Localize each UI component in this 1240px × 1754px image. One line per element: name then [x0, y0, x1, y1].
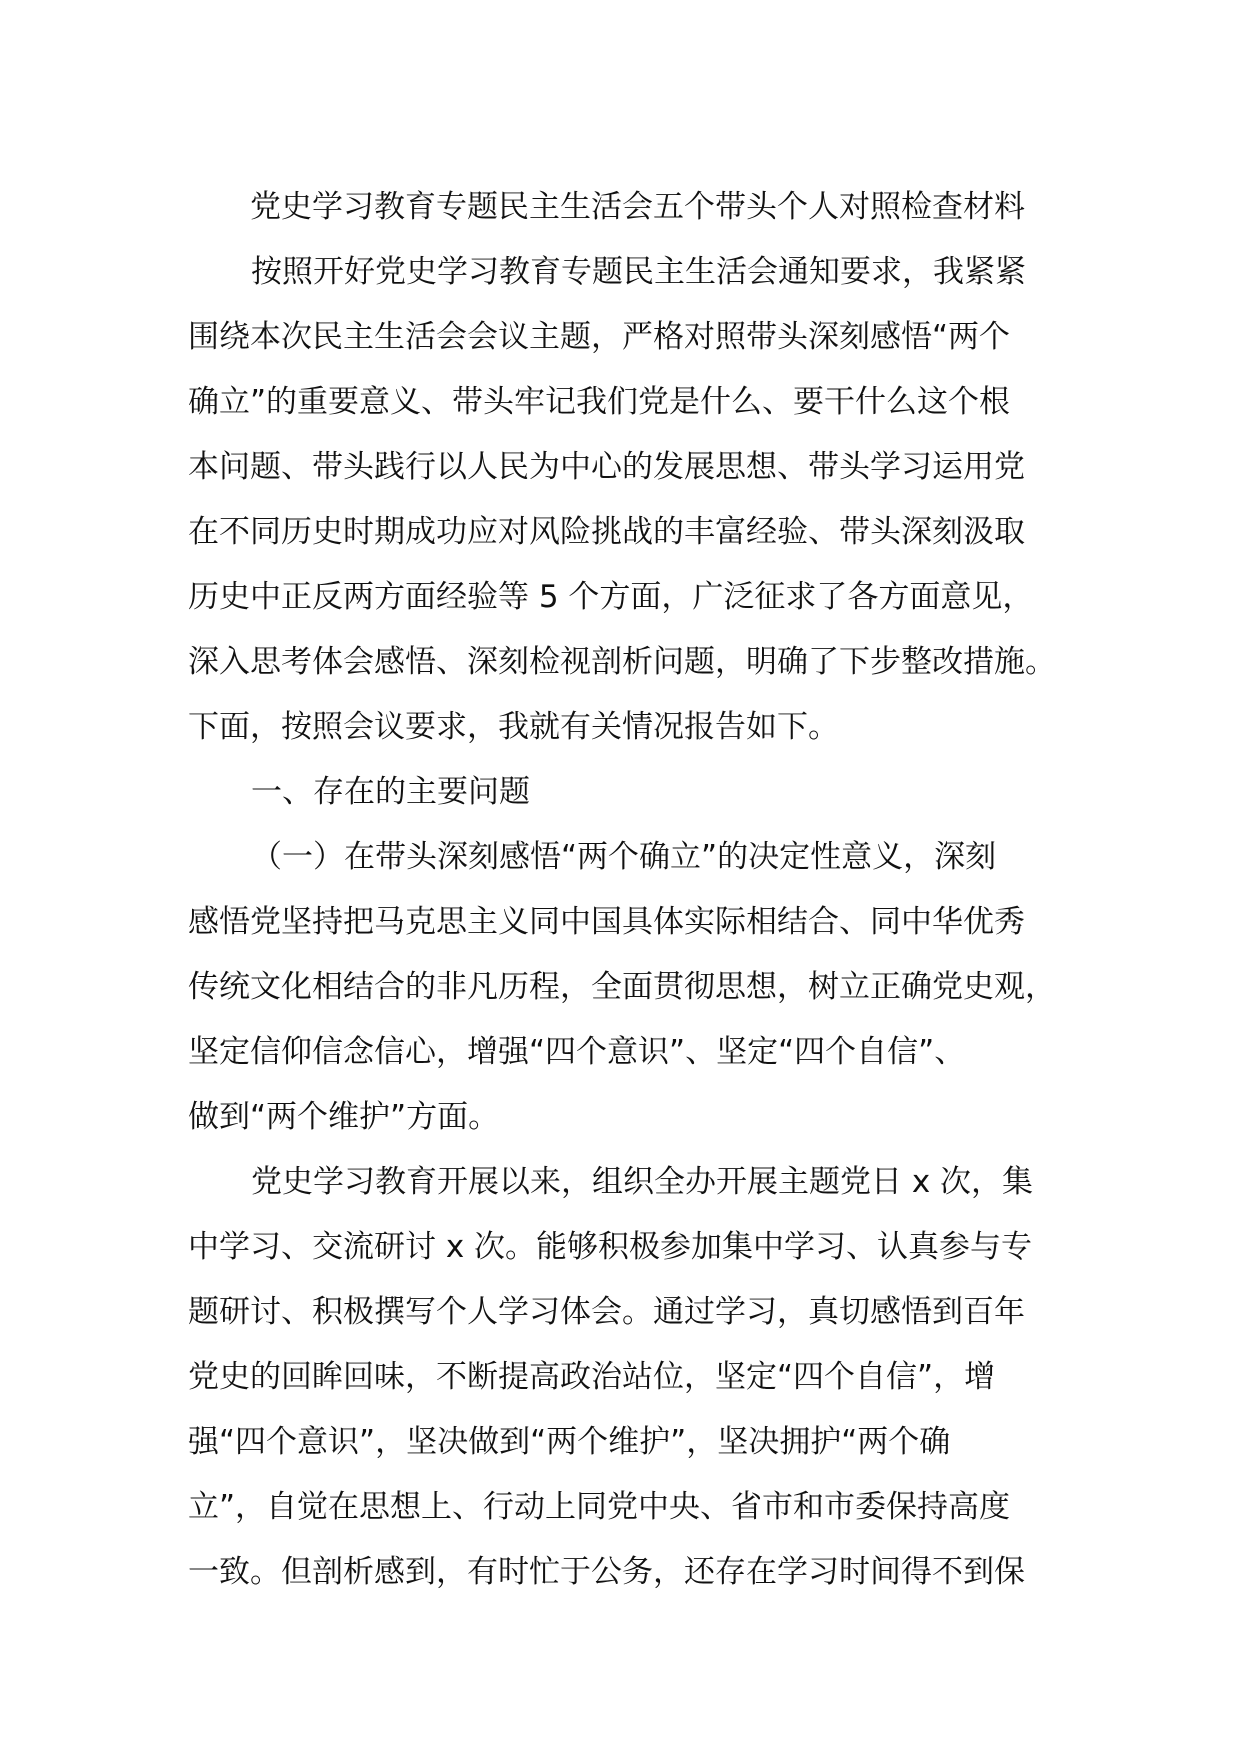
paragraph-line: 本问题、带头践行以人民为中心的发展思想、带头学习运用党 [188, 449, 1025, 485]
paragraph-line: 确立”的重要意义、带头牢记我们党是什么、要干什么这个根 [188, 384, 1011, 420]
paragraph-line: 党史学习教育开展以来，组织全办开展主题党日 x 次，集 [251, 1164, 1034, 1200]
document-body [188, 175, 1058, 1605]
subsection-heading-line: 传统文化相结合的非凡历程，全面贯彻思想，树立正确党史观， [188, 969, 1056, 1005]
paragraph-line: 中学习、交流研讨 x 次。能够积极参加集中学习、认真参与专 [188, 1229, 1033, 1265]
subsection-heading-line: （一）在带头深刻感悟“两个确立”的决定性意义，深刻 [251, 839, 997, 875]
paragraph-line: 历史中正反两方面经验等 5 个方面，广泛征求了各方面意见， [188, 579, 1034, 615]
paragraph-line: 一致。但剖析感到，有时忙于公务，还存在学习时间得不到保 [188, 1554, 1025, 1590]
subsection-heading-line: 坚定信仰信念信心，增强“四个意识”、坚定“四个自信”、 [188, 1034, 966, 1070]
paragraph-line: 在不同历史时期成功应对风险挑战的丰富经验、带头深刻汲取 [188, 514, 1025, 550]
paragraph-line: 按照开好党史学习教育专题民主生活会通知要求，我紧紧 [251, 254, 1026, 290]
paragraph-line: 立”，自觉在思想上、行动上同党中央、省市和市委保持高度 [188, 1489, 1011, 1525]
paragraph-line: 深入思考体会感悟、深刻检视剖析问题，明确了下步整改措施。 [188, 644, 1056, 680]
section-heading: 一、存在的主要问题 [251, 774, 530, 810]
document-title: 党史学习教育专题民主生活会五个带头个人对照检查材料 [250, 189, 1025, 225]
paragraph-line: 题研讨、积极撰写个人学习体会。通过学习，真切感悟到百年 [188, 1294, 1025, 1330]
subsection-heading-line: 做到“两个维护”方面。 [188, 1099, 500, 1135]
paragraph-line: 围绕本次民主生活会会议主题，严格对照带头深刻感悟“两个 [188, 319, 1011, 355]
subsection-heading-line: 感悟党坚持把马克思主义同中国具体实际相结合、同中华优秀 [188, 904, 1025, 940]
paragraph-line: 强“四个意识”，坚决做到“两个维护”，坚决拥护“两个确 [188, 1424, 951, 1460]
paragraph-line: 下面，按照会议要求，我就有关情况报告如下。 [188, 709, 839, 745]
paragraph-line: 党史的回眸回味，不断提高政治站位，坚定“四个自信”，增 [188, 1359, 996, 1395]
